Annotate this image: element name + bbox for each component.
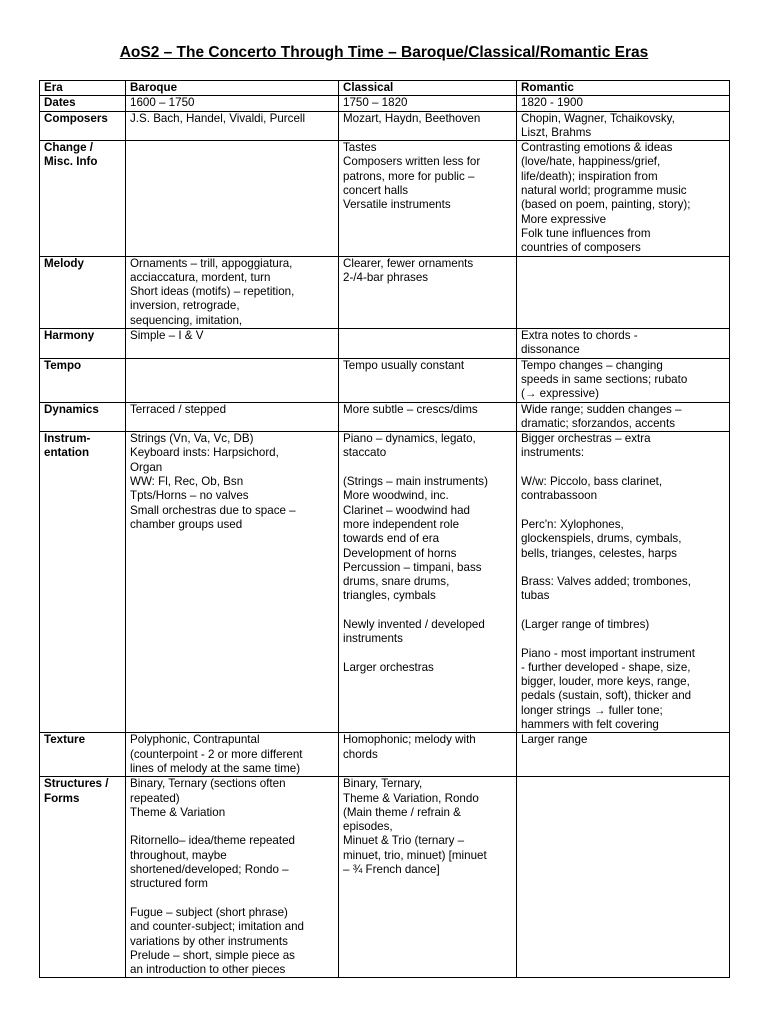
cell-classical: Mozart, Haydn, Beethoven xyxy=(339,111,517,141)
cell-classical: Clearer, fewer ornaments 2-/4-bar phrases xyxy=(339,256,517,328)
cell-baroque: Strings (Vn, Va, Vc, DB) Keyboard insts: Harpsichord, Organ WW: Fl, Rec, Ob, Bsn Tpts/Horns – no valves Small orchestras due to space – chamber groups used xyxy=(126,432,339,733)
cell-romantic: Bigger orchestras – extra instruments: W/w: Piccolo, bass clarinet, contrabassoon Perc'n: Xylophones, glockenspiels, drums, cymbals, bells, trianges, celestes, harps Brass: Valves added; trombones, tubas (Larger range of timbres) Piano - most important instrument - further developed - shape, size, bigger, louder, more keys, range, pedals (sustain, soft), thicker and longer strings → fuller tone; hammers with felt covering xyxy=(517,432,730,733)
row-label: Instrum- entation xyxy=(40,432,126,733)
cell-classical: Tempo usually constant xyxy=(339,358,517,402)
table-row-texture xyxy=(40,733,730,777)
row-label: Melody xyxy=(40,256,126,328)
cell-romantic: Larger range xyxy=(517,733,730,777)
table-row-instrumentation xyxy=(40,432,730,733)
table-row-structures-forms xyxy=(40,777,730,978)
cell-romantic: Extra notes to chords - dissonance xyxy=(517,329,730,359)
cell-baroque: Binary, Ternary (sections often repeated) Theme & Variation Ritornello– idea/theme repeated throughout, maybe shortened/developed; Rondo – structured form Fugue – subject (short phrase) and counter-subject; imitation and variations by other instruments Prelude – short, simple piece as an introduction to other pieces xyxy=(126,777,339,978)
table-row-tempo xyxy=(40,358,730,402)
page-title: AoS2 – The Concerto Through Time – Baroque/Classical/Romantic Eras xyxy=(119,44,649,61)
cell-romantic xyxy=(517,256,730,328)
cell-romantic xyxy=(517,777,730,978)
cell-baroque xyxy=(126,141,339,256)
cell-baroque: J.S. Bach, Handel, Vivaldi, Purcell xyxy=(126,111,339,141)
cell-classical xyxy=(339,329,517,359)
table-row-harmony xyxy=(40,329,730,359)
cell-romantic: Tempo changes – changing speeds in same sections; rubato (→ expressive) xyxy=(517,358,730,402)
era-comparison-table xyxy=(39,80,730,978)
row-label: Tempo xyxy=(40,358,126,402)
cell-baroque: 1600 – 1750 xyxy=(126,96,339,111)
cell-classical: Piano – dynamics, legato, staccato (Strings – main instruments) More woodwind, inc. Clarinet – woodwind had more independent role towards end of era Development of horns Percussion – timpani, bass drums, snare drums, triangles, cymbals Newly invented / developed instruments Larger orchestras xyxy=(339,432,517,733)
header-era: Era xyxy=(40,81,126,96)
table-row-melody xyxy=(40,256,730,328)
cell-baroque xyxy=(126,358,339,402)
cell-classical: 1750 – 1820 xyxy=(339,96,517,111)
cell-romantic: Wide range; sudden changes – dramatic; sforzandos, accents xyxy=(517,402,730,432)
row-label: Dynamics xyxy=(40,402,126,432)
cell-baroque: Simple – I & V xyxy=(126,329,339,359)
row-label: Dates xyxy=(40,96,126,111)
cell-baroque: Polyphonic, Contrapuntal (counterpoint - 2 or more different lines of melody at the same time) xyxy=(126,733,339,777)
row-label: Change / Misc. Info xyxy=(40,141,126,256)
cell-romantic: Chopin, Wagner, Tchaikovsky, Liszt, Brahms xyxy=(517,111,730,141)
table-row-dates xyxy=(40,96,730,111)
table-row-composers xyxy=(40,111,730,141)
row-label: Composers xyxy=(40,111,126,141)
header-baroque: Baroque xyxy=(126,81,339,96)
cell-classical: More subtle – crescs/dims xyxy=(339,402,517,432)
cell-romantic: 1820 - 1900 xyxy=(517,96,730,111)
table-header-row xyxy=(40,81,730,96)
row-label: Structures / Forms xyxy=(40,777,126,978)
cell-classical: Binary, Ternary, Theme & Variation, Rondo (Main theme / refrain & episodes, Minuet & Trio (ternary – minuet, trio, minuet) [minuet – ¾ French dance] xyxy=(339,777,517,978)
cell-classical: Homophonic; melody with chords xyxy=(339,733,517,777)
table-row-change-misc xyxy=(40,141,730,256)
header-classical: Classical xyxy=(339,81,517,96)
cell-baroque: Ornaments – trill, appoggiatura, acciaccatura, mordent, turn Short ideas (motifs) – repetition, inversion, retrograde, sequencing, imitation, xyxy=(126,256,339,328)
row-label: Harmony xyxy=(40,329,126,359)
row-label: Texture xyxy=(40,733,126,777)
table-row-dynamics xyxy=(40,402,730,432)
cell-baroque: Terraced / stepped xyxy=(126,402,339,432)
cell-classical: Tastes Composers written less for patrons, more for public – concert halls Versatile instruments xyxy=(339,141,517,256)
cell-romantic: Contrasting emotions & ideas (love/hate, happiness/grief, life/death); inspiration from natural world; programme music (based on poem, painting, story); More expressive Folk tune influences from countries of composers xyxy=(517,141,730,256)
header-romantic: Romantic xyxy=(517,81,730,96)
